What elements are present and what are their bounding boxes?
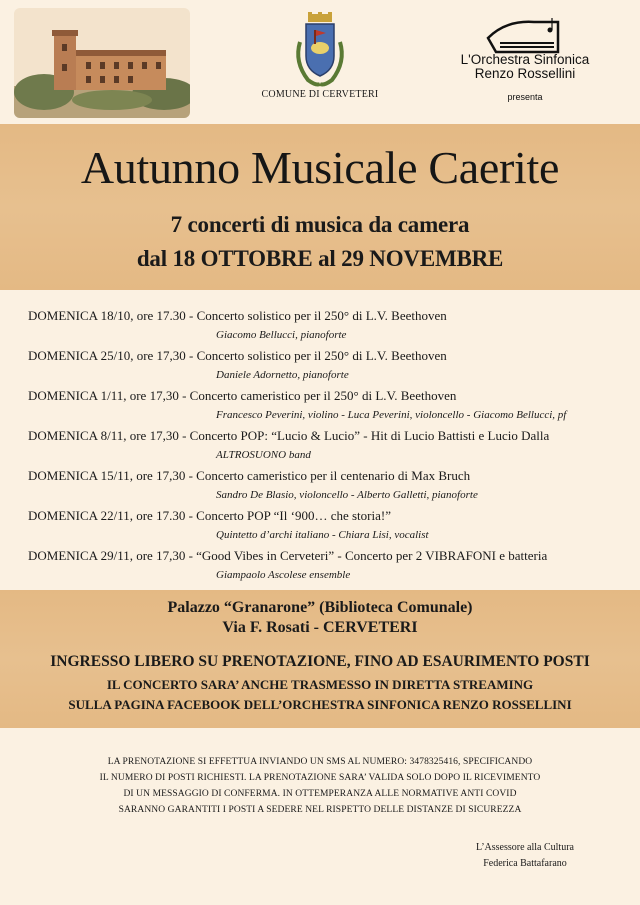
streaming-notice-line2: SULLA PAGINA FACEBOOK DELL’ORCHESTRA SINFONICA RENZO ROSSELLINI: [68, 697, 572, 712]
venue-address: Via F. Rosati - CERVETERI: [222, 619, 418, 636]
concert-5-performers: Sandro De Blasio, violoncello - Alberto Galletti, pianoforte: [216, 489, 478, 501]
footer: [0, 728, 640, 905]
comune-label: COMUNE DI CERVETERI: [261, 89, 379, 100]
booking-note-line3: DI UN MESSAGGIO DI CONFERMA. IN OTTEMPERANZA ALLE NORMATIVE ANTI COVID: [123, 789, 517, 799]
signature-name: Federica Battafarano: [483, 858, 567, 869]
subtitle-dates: dal 18 OTTOBRE al 29 NOVEMBRE: [136, 246, 504, 271]
main-title: Autunno Musicale Caerite: [80, 142, 560, 193]
concert-1-date: DOMENICA 18/10, ore 17.30 - Concerto solistico per il 250° di L.V. Beethoven: [28, 308, 447, 323]
concert-4-date: DOMENICA 8/11, ore 17,30 - Concerto POP: “Lucio & Lucio” - Hit di Lucio Battisti e Lucio Dalla: [28, 428, 550, 443]
subtitle-concerts: 7 concerti di musica da camera: [170, 212, 470, 237]
orchestra-name: [420, 53, 630, 81]
concert-3-date: DOMENICA 1/11, ore 17,30 - Concerto cameristico per il 250° di L.V. Beethoven: [28, 388, 457, 403]
ingresso-notice: INGRESSO LIBERO SU PRENOTAZIONE, FINO AD ESAURIMENTO POSTI: [50, 653, 590, 670]
concert-7-performers: Giampaolo Ascolese ensemble: [216, 569, 351, 581]
concert-7-date: DOMENICA 29/11, ore 17,30 - “Good Vibes in Cerveteri” - Concerto per 2 VIBRAFONI e batteria: [28, 548, 548, 563]
concert-6-performers: Quintetto d’archi italiano - Chiara Lisi, vocalist: [216, 529, 429, 541]
presenta-label: presenta: [507, 92, 543, 102]
header: [0, 0, 640, 124]
booking-note-line1: LA PRENOTAZIONE SI EFFETTUA INVIANDO UN SMS AL NUMERO: 3478325416, SPECIFICANDO: [107, 757, 533, 767]
concert-3-performers: Francesco Peverini, violino - Luca Peverini, violoncello - Giacomo Bellucci, pf: [216, 409, 567, 421]
booking-note-line4: SARANNO GARANTITI I POSTI A SEDERE NEL RISPETTO DELLE DISTANZE DI SICUREZZA: [118, 805, 522, 815]
concert-2-date: DOMENICA 25/10, ore 17,30 - Concerto solistico per il 250° di L.V. Beethoven: [28, 348, 447, 363]
signature-role: L’Assessore alla Cultura: [476, 842, 574, 853]
orchestra-name-line2: Renzo Rossellini: [474, 66, 576, 81]
castle-photo: [14, 8, 190, 118]
comune-crest-icon: [286, 12, 354, 92]
orchestra-piano-logo-icon: [486, 16, 562, 56]
venue-name: Palazzo “Granarone” (Biblioteca Comunale): [167, 599, 473, 616]
concert-6-date: DOMENICA 22/11, ore 17.30 - Concerto POP “Il ‘900… che storia!”: [28, 508, 391, 523]
booking-note-line2: IL NUMERO DI POSTI RICHIESTI. LA PRENOTAZIONE SARA’ VALIDA SOLO DOPO IL RICEVIMENTO: [99, 773, 541, 783]
concert-1-performers: Giacomo Bellucci, pianoforte: [216, 329, 347, 341]
streaming-notice-line1: IL CONCERTO SARA’ ANCHE TRASMESSO IN DIRETTA STREAMING: [106, 677, 534, 692]
concert-5-date: DOMENICA 15/11, ore 17,30 - Concerto cameristico per il centenario di Max Bruch: [28, 468, 471, 483]
concert-4-performers: ALTROSUONO band: [216, 449, 311, 461]
orchestra-name-line1: L'Orchestra Sinfonica: [460, 52, 590, 67]
concert-2-performers: Daniele Adornetto, pianoforte: [216, 369, 349, 381]
